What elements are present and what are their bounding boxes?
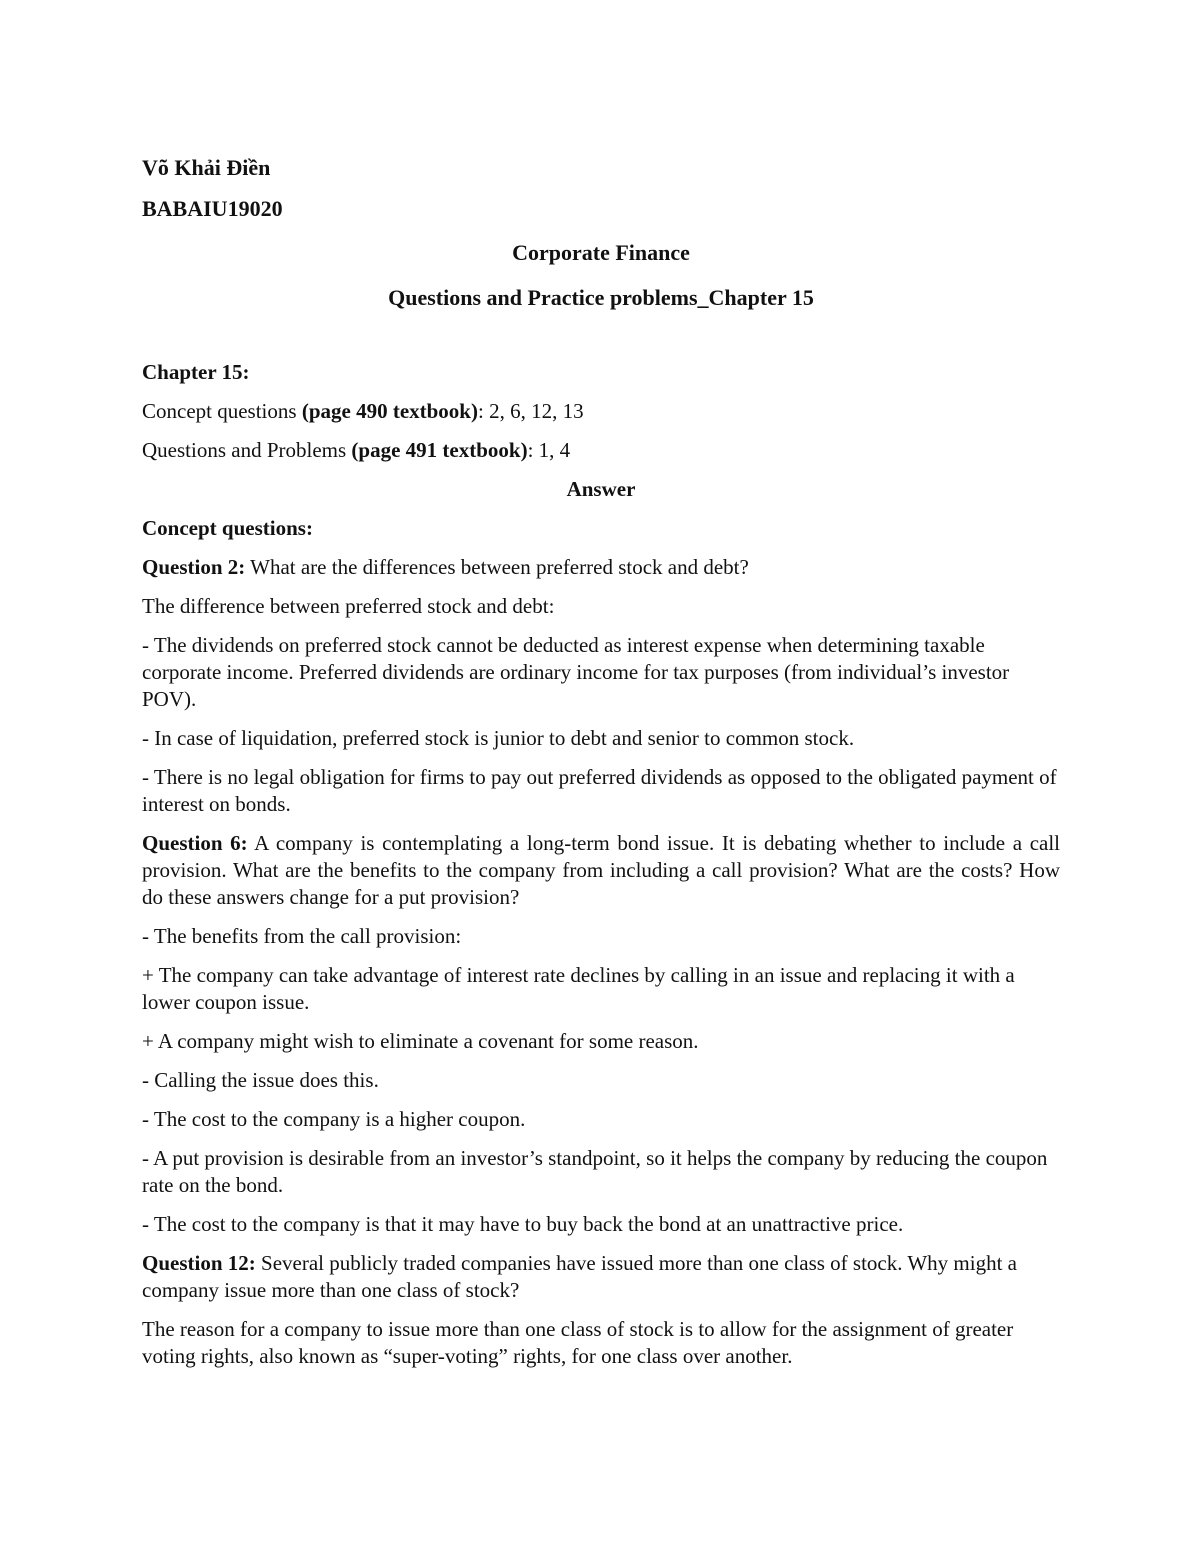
question-6-point: + A company might wish to eliminate a covenant for some reason. xyxy=(142,1029,699,1053)
concept-questions-heading: Concept questions: xyxy=(142,516,313,540)
problems-page-ref: (page 491 textbook) xyxy=(351,438,528,462)
question-6-label: Question 6: xyxy=(142,831,248,855)
question-6-text: A company is contemplating a long-term bond issue. It is debating whether to include a call provision. What are the benefits to the company from including a call provision? What are the costs? How do these answers change for a put provision? xyxy=(142,831,1061,909)
question-12-answer: The reason for a company to issue more than one class of stock is to allow for the assignment of greater voting rights, also known as “super-voting” rights, for one class over another. xyxy=(142,1317,1014,1368)
student-id: BABAIU19020 xyxy=(142,196,283,221)
question-2-point: - In case of liquidation, preferred stock is junior to debt and senior to common stock. xyxy=(142,726,855,750)
concept-prefix: Concept questions xyxy=(142,399,302,423)
question-2-point: - The dividends on preferred stock cannot be deducted as interest expense when determining taxable corporate income. Preferred dividends are ordinary income for tax purposes (from individual’s investor POV). xyxy=(142,633,1010,711)
question-2-label: Question 2: xyxy=(142,555,246,579)
problems-prefix: Questions and Problems xyxy=(142,438,352,462)
problems-items: : 1, 4 xyxy=(527,438,571,462)
question-6-point: - A put provision is desirable from an investor’s standpoint, so it helps the company by reducing the coupon rate on the bond. xyxy=(142,1146,1048,1197)
author-name: Võ Khải Điền xyxy=(142,155,271,180)
question-2 xyxy=(142,554,1060,581)
concept-assignment-line xyxy=(142,398,1060,425)
question-12 xyxy=(142,1250,1060,1304)
answer-heading: Answer xyxy=(566,477,636,501)
question-6-point: - The cost to the company is that it may have to buy back the bond at an unattractive price. xyxy=(142,1212,904,1236)
problems-assignment-line xyxy=(142,437,1060,464)
question-6-point: - Calling the issue does this. xyxy=(142,1068,379,1092)
question-6 xyxy=(142,830,1060,911)
question-6-point: + The company can take advantage of interest rate declines by calling in an issue and replacing it with a lower coupon issue. xyxy=(142,963,1015,1014)
question-12-label: Question 12: xyxy=(142,1251,256,1275)
concept-items: : 2, 6, 12, 13 xyxy=(477,399,584,423)
document-subtitle: Questions and Practice problems_Chapter 15 xyxy=(388,285,814,310)
chapter-heading: Chapter 15: xyxy=(142,360,250,384)
question-2-point: - There is no legal obligation for firms to pay out preferred dividends as opposed to the obligated payment of interest on bonds. xyxy=(142,765,1057,816)
question-6-point: - The cost to the company is a higher coupon. xyxy=(142,1107,526,1131)
question-6-point: - The benefits from the call provision: xyxy=(142,924,462,948)
question-12-text: Several publicly traded companies have issued more than one class of stock. Why might a company issue more than one class of stock? xyxy=(142,1251,1018,1302)
document-page xyxy=(142,154,1060,1382)
question-2-text: What are the differences between preferred stock and debt? xyxy=(245,555,749,579)
question-2-intro: The difference between preferred stock and debt: xyxy=(142,594,555,618)
concept-page-ref: (page 490 textbook) xyxy=(301,399,478,423)
document-title: Corporate Finance xyxy=(512,240,690,265)
